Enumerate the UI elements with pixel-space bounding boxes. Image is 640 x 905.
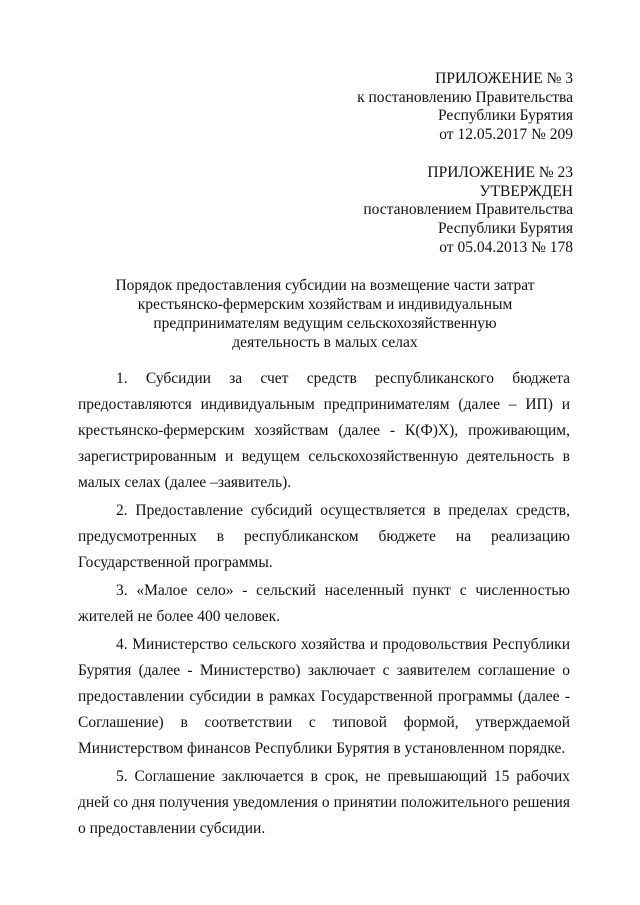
paragraph-1: 1. Субсидии за счет средств республиканского бюджета предоставляются индивидуальным предпринимателям (далее – ИП) и крестьянско-фермерским хозяйствам (далее - К(Ф)Х), проживающим, зарегистрированным и ведущем сельскохозяйственную деятельность в малых селах (далее –заявитель).: [78, 370, 570, 491]
paragraph-4: 4. Министерство сельского хозяйства и продовольствия Республики Бурятия (далее - Министерство) заключает с заявителем соглашение о предоставлении субсидии в рамках Государственной программы (далее - Соглашение) в соответствии с типовой формой, утверждаемой Министерством финансов Республики Бурятия в установленном порядке.: [78, 636, 570, 757]
resolution-reference-line: постановлением Правительства: [363, 201, 573, 219]
resolution-reference-line: к постановлению Правительства: [357, 88, 573, 106]
republic-name-line: Республики Бурятия: [438, 220, 573, 238]
paragraph-3: 3. «Малое село» - сельский населенный пункт с численностью жителей не более 400 человек.: [78, 582, 570, 625]
document-body: [78, 366, 570, 842]
title-line: крестьянско-фермерским хозяйствам и индивидуальным: [137, 296, 513, 313]
document-title: [100, 276, 550, 352]
title-line: Порядок предоставления субсидии на возмещение части затрат: [115, 277, 535, 294]
paragraph-5: 5. Соглашение заключается в срок, не превышающий 15 рабочих дней со дня получения уведомления о принятии положительного решения о предоставлении субсидии.: [78, 768, 570, 837]
appendix-header-2: [363, 164, 573, 258]
appendix-number-line: ПРИЛОЖЕНИЕ № 3: [435, 70, 573, 87]
republic-name-line: Республики Бурятия: [438, 107, 573, 125]
approved-line: УТВЕРЖДЕН: [479, 182, 573, 200]
resolution-date-line: от 12.05.2017 № 209: [439, 126, 573, 144]
title-line: деятельность в малых селах: [232, 334, 418, 351]
resolution-date-line: от 05.04.2013 № 178: [439, 238, 573, 256]
paragraph-2: 2. Предоставление субсидий осуществляется в пределах средств, предусмотренных в республиканском бюджете на реализацию Государственной программы.: [78, 502, 570, 571]
title-line: предпринимателям ведущим сельскохозяйственную: [153, 315, 497, 332]
appendix-header-1: [357, 70, 573, 145]
appendix-number-line: ПРИЛОЖЕНИЕ № 23: [427, 164, 573, 181]
